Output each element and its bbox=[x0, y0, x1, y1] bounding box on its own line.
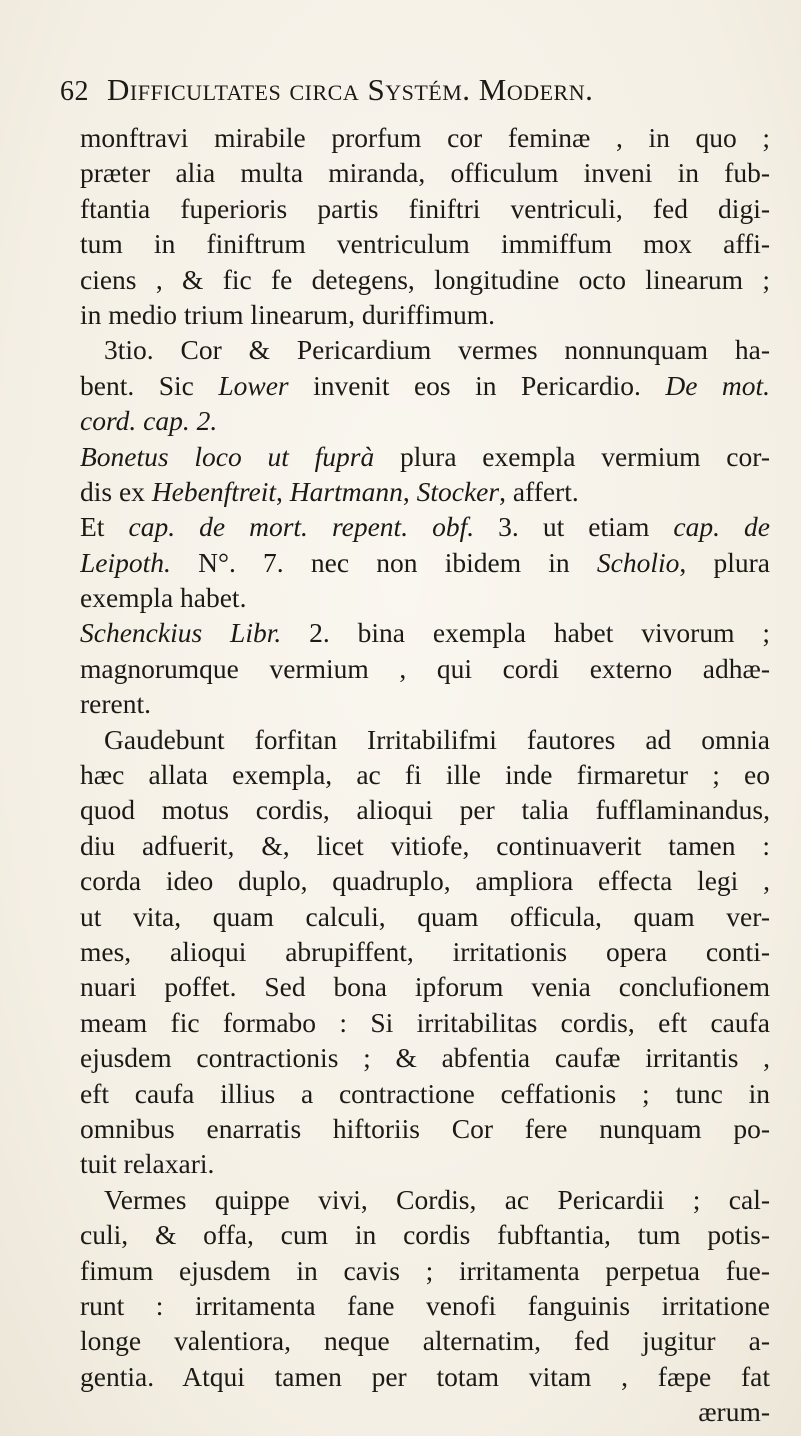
text-segment: bent. Sic bbox=[80, 369, 219, 401]
text-line bbox=[80, 191, 770, 226]
text-segment: , bbox=[402, 475, 417, 507]
text-segment: Et bbox=[80, 511, 129, 543]
text-line bbox=[80, 580, 770, 615]
italic-text: Hartmann bbox=[289, 475, 403, 507]
text-line bbox=[80, 792, 770, 827]
text-line bbox=[80, 368, 770, 403]
text-line bbox=[80, 899, 770, 934]
body-text bbox=[80, 120, 770, 1429]
text-segment: 2. bina exempla habet vivorum ; bbox=[281, 617, 770, 649]
text-line bbox=[80, 297, 770, 332]
text-line bbox=[80, 403, 770, 438]
text-line bbox=[80, 226, 770, 261]
running-title: Difficultates circa Systém. Modern. bbox=[107, 72, 594, 107]
text-line bbox=[80, 439, 770, 474]
text-line bbox=[80, 1111, 770, 1146]
text-segment: tuit relaxari. bbox=[80, 1148, 215, 1180]
text-segment: in medio trium linearum, duriffimum. bbox=[80, 298, 495, 330]
text-line bbox=[80, 1288, 770, 1323]
page-number: 62 bbox=[60, 76, 89, 107]
text-segment: meam fic formabo : Si irritabilitas cordis, eft caufa bbox=[80, 1006, 770, 1038]
italic-text: cap. de mort. repent. obf. bbox=[128, 511, 475, 543]
text-segment: , bbox=[276, 475, 290, 507]
italic-text: Leipoth. bbox=[80, 546, 171, 578]
text-line bbox=[80, 934, 770, 969]
text-segment: N°. 7. nec non ibidem in bbox=[170, 546, 597, 578]
text-line bbox=[80, 474, 770, 509]
text-line bbox=[80, 545, 770, 580]
italic-text: Schenckius Libr. bbox=[80, 617, 282, 649]
text-line bbox=[80, 686, 770, 721]
text-line bbox=[80, 828, 770, 863]
italic-text: cord. cap. 2. bbox=[80, 405, 218, 437]
text-line bbox=[80, 155, 770, 190]
text-segment: tum in finiftrum ventriculum immiffum mox affi- bbox=[80, 228, 770, 260]
text-segment: ærum- bbox=[698, 1396, 770, 1428]
text-segment: quod motus cordis, alioqui per talia fufflaminandus, bbox=[80, 794, 770, 826]
italic-text: Lower bbox=[218, 369, 289, 401]
italic-text: Hebenftreit bbox=[151, 475, 277, 507]
text-segment: 3. ut etiam bbox=[474, 511, 674, 543]
text-segment: præter alia multa miranda, officulum inveni in fub- bbox=[80, 157, 770, 189]
text-segment: , plura bbox=[679, 546, 770, 578]
text-line bbox=[80, 1394, 770, 1429]
italic-text: Bonetus loco ut fuprà bbox=[80, 440, 375, 472]
running-header bbox=[60, 72, 760, 112]
text-line bbox=[80, 1076, 770, 1111]
text-segment: ejusdem contractionis ; & abfentia caufæ irritantis , bbox=[80, 1042, 770, 1074]
text-line bbox=[80, 863, 770, 898]
text-segment: longe valentiora, neque alternatim, fed jugitur a- bbox=[80, 1325, 770, 1357]
text-segment: magnorumque vermium , qui cordi externo adhæ- bbox=[80, 652, 770, 684]
text-line bbox=[80, 1005, 770, 1040]
text-segment: hæc allata exempla, ac fi ille inde firmaretur ; eo bbox=[80, 759, 770, 791]
text-line bbox=[80, 1040, 770, 1075]
text-line bbox=[80, 969, 770, 1004]
italic-text: cap. de bbox=[673, 511, 770, 543]
text-segment: Gaudebunt forfitan Irritabilifmi fautores ad omnia bbox=[104, 723, 770, 755]
text-line bbox=[80, 757, 770, 792]
text-segment: corda ideo duplo, quadruplo, ampliora effecta legi , bbox=[80, 865, 770, 897]
text-segment: ut vita, quam calculi, quam officula, quam ver- bbox=[80, 900, 770, 932]
text-segment: rerent. bbox=[80, 688, 151, 720]
text-line bbox=[80, 1217, 770, 1252]
text-line bbox=[80, 615, 770, 650]
text-segment: monftravi mirabile prorfum cor feminæ , in quo ; bbox=[80, 122, 770, 153]
text-line bbox=[80, 1359, 770, 1394]
text-segment: nuari poffet. Sed bona ipforum venia conclufionem bbox=[80, 971, 770, 1003]
text-segment: , affert. bbox=[499, 475, 579, 507]
text-segment: gentia. Atqui tamen per totam vitam , fæpe fat bbox=[80, 1360, 770, 1392]
text-segment: eft caufa illius a contractione ceffationis ; tunc in bbox=[80, 1077, 770, 1109]
text-segment: culi, & offa, cum in cordis fubftantia, tum potis- bbox=[80, 1219, 770, 1251]
text-line bbox=[80, 262, 770, 297]
text-segment: dis ex bbox=[80, 475, 152, 507]
text-segment: Vermes quippe vivi, Cordis, ac Pericardii ; cal- bbox=[104, 1183, 770, 1215]
text-segment: fimum ejusdem in cavis ; irritamenta perpetua fue- bbox=[80, 1254, 770, 1286]
italic-text: Scholio bbox=[596, 546, 680, 578]
text-segment: ftantia fuperioris partis finiftri ventriculi, fed digi- bbox=[80, 192, 770, 224]
text-segment: ciens , & fic fe detegens, longitudine octo linearum ; bbox=[80, 263, 770, 295]
italic-text: De mot. bbox=[665, 369, 770, 401]
italic-text: Stocker bbox=[416, 475, 500, 507]
text-segment: mes, alioqui abrupiffent, irritationis opera conti- bbox=[80, 935, 770, 967]
text-line bbox=[80, 120, 770, 155]
text-line bbox=[80, 1253, 770, 1288]
text-line bbox=[80, 1182, 770, 1217]
text-line bbox=[80, 332, 770, 367]
text-line bbox=[80, 1146, 770, 1181]
text-segment: 3tio. Cor & Pericardium vermes nonnunquam ha- bbox=[104, 334, 770, 366]
text-segment: omnibus enarratis hiftoriis Cor fere nunquam po- bbox=[80, 1112, 770, 1144]
text-line bbox=[80, 651, 770, 686]
text-line bbox=[80, 1323, 770, 1358]
text-segment: diu adfuerit, &, licet vitiofe, continuaverit tamen : bbox=[80, 829, 770, 861]
text-line bbox=[80, 722, 770, 757]
text-segment: runt : irritamenta fane venofi fanguinis irritatione bbox=[80, 1289, 770, 1321]
text-segment: exempla habet. bbox=[80, 582, 247, 614]
text-segment: invenit eos in Pericardio. bbox=[288, 369, 666, 401]
text-line bbox=[80, 509, 770, 544]
text-segment: plura exempla vermium cor- bbox=[374, 440, 770, 472]
